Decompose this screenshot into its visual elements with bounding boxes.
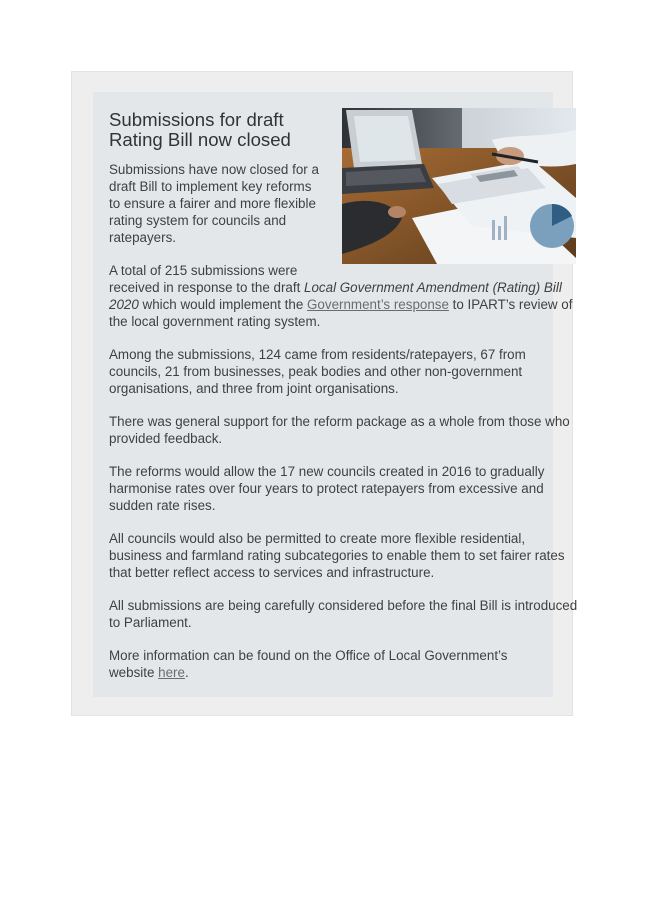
here-link[interactable]: here xyxy=(158,665,185,680)
photo-illustration xyxy=(342,108,576,264)
bill-name: Local Government Amendment (Rating) Bill xyxy=(304,280,562,295)
paragraph-consideration: All submissions are being carefully considered before the final Bill is introduced to Parliament. xyxy=(109,598,578,630)
paragraph-breakdown: Among the submissions, 124 came from residents/ratepayers, 67 from councils, 21 from businesses, peak bodies and other non-government organisations, and three from joint organisations. xyxy=(109,347,526,396)
article-title xyxy=(109,110,319,150)
paragraph-support: There was general support for the reform package as a whole from those who provided feedback. xyxy=(109,414,570,446)
paragraph-more-info: More information can be found on the Office of Local Government’s website here. xyxy=(109,648,508,680)
paragraph-intro: Submissions have now closed for a draft Bill to implement key reforms to ensure a fairer and more flexible rating system for councils and ratepayers. xyxy=(109,162,319,245)
business-documents-photo xyxy=(342,108,576,264)
paragraph-subcategories: All councils would also be permitted to create more flexible residential, business and farmland rating subcategories to enable them to set fairer rates that better reflect access to services and infrastructure. xyxy=(109,531,565,580)
paragraph-submissions-total: A total of 215 submissions were received in response to the draft Local Government Amendment (Rating) Bill 2020 which would implement the Government’s response to IPART’s review of the local government rating system. xyxy=(109,263,573,329)
paragraph-reforms: The reforms would allow the 17 new councils created in 2016 to gradually harmonise rates over four years to protect ratepayers from excessive and sudden rate rises. xyxy=(109,464,545,513)
title-line-1: Submissions for draft xyxy=(109,109,284,130)
government-response-link[interactable]: Government’s response xyxy=(307,297,449,312)
title-line-2: Rating Bill now closed xyxy=(109,129,291,150)
